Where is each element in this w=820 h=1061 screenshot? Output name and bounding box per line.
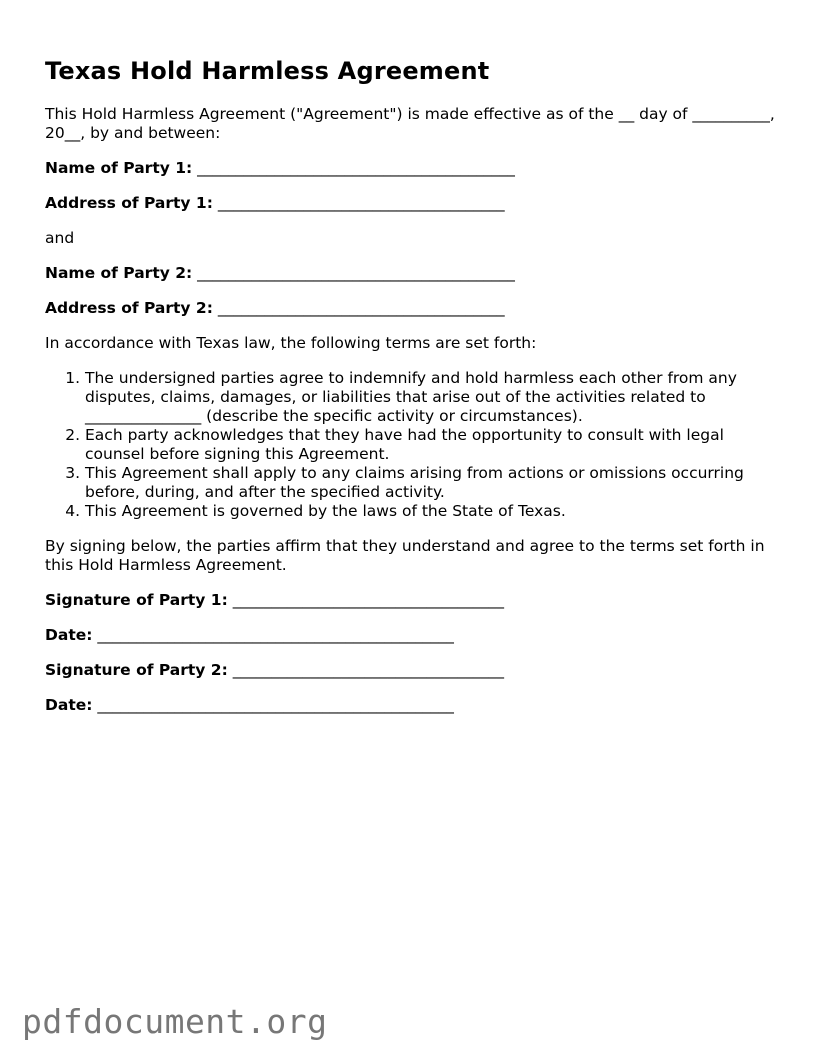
- document-title: Texas Hold Harmless Agreement: [45, 57, 490, 85]
- signature1-label: Signature of Party 1:: [45, 591, 228, 609]
- party2-name-blank[interactable]: _________________________________________: [197, 264, 515, 282]
- signature1-blank[interactable]: ___________________________________: [232, 591, 504, 609]
- party1-name-field: [45, 159, 775, 178]
- date2-field: [45, 696, 775, 715]
- watermark-logo: pdfdocument.org: [22, 1002, 328, 1041]
- party2-address-blank[interactable]: _____________________________________: [217, 299, 505, 317]
- document-page: [45, 56, 775, 715]
- terms-list: [45, 369, 775, 521]
- term-item: 3. This Agreement shall apply to any claims arising from actions or omissions occurring before, during, and after the specified activity.: [85, 464, 775, 502]
- party1-name-blank[interactable]: _________________________________________: [197, 159, 515, 177]
- party1-address-blank[interactable]: _____________________________________: [217, 194, 505, 212]
- party2-name-label: Name of Party 2:: [45, 264, 193, 282]
- date2-label: Date:: [45, 696, 93, 714]
- party1-address-field: [45, 194, 775, 213]
- intro-paragraph: This Hold Harmless Agreement ("Agreement") is made effective as of the __ day of __________, 20__, by and between:: [45, 105, 775, 142]
- term-item: 1. The undersigned parties agree to indemnify and hold harmless each other from any disputes, claims, damages, or liabilities that arise out of the activities related to _______________ (describe the specific activity or circumstances).: [85, 369, 775, 426]
- date1-blank[interactable]: ______________________________________________: [97, 626, 454, 644]
- term-item: 2. Each party acknowledges that they have had the opportunity to consult with legal counsel before signing this Agreement.: [85, 426, 775, 464]
- date2-blank[interactable]: ______________________________________________: [97, 696, 454, 714]
- signature1-field: [45, 591, 775, 610]
- date1-field: [45, 626, 775, 645]
- party1-name-label: Name of Party 1:: [45, 159, 193, 177]
- term-item: 4. This Agreement is governed by the laws of the State of Texas.: [85, 502, 775, 521]
- signature2-blank[interactable]: ___________________________________: [232, 661, 504, 679]
- signature2-label: Signature of Party 2:: [45, 661, 228, 679]
- affirmation-paragraph: By signing below, the parties affirm that they understand and agree to the terms set forth in this Hold Harmless Agreement.: [45, 537, 765, 574]
- party2-address-label: Address of Party 2:: [45, 299, 213, 317]
- party2-address-field: [45, 299, 775, 318]
- terms-intro: In accordance with Texas law, the following terms are set forth:: [45, 334, 537, 352]
- date1-label: Date:: [45, 626, 93, 644]
- signature2-field: [45, 661, 775, 680]
- and-text: and: [45, 229, 75, 247]
- party1-address-label: Address of Party 1:: [45, 194, 213, 212]
- party2-name-field: [45, 264, 775, 283]
